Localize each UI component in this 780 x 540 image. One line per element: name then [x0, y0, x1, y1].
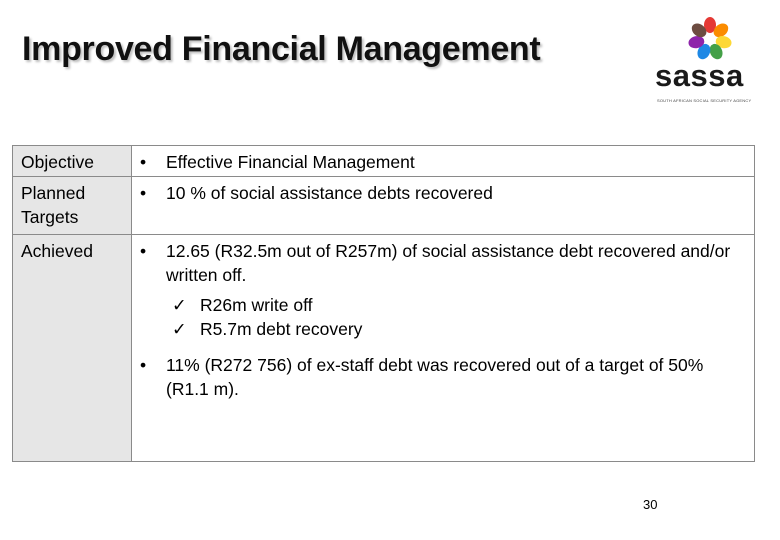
objectives-table	[12, 145, 755, 462]
bullet-item	[140, 239, 746, 287]
row-label-objective: Objective	[13, 146, 132, 177]
check-item	[172, 317, 746, 341]
bullet-item	[140, 181, 746, 205]
checkmark-icon: ✓	[172, 295, 187, 315]
row-content-planned-targets	[132, 177, 755, 235]
page-number: 30	[643, 497, 658, 512]
bullet-item	[140, 150, 746, 174]
row-label-planned-targets: Planned Targets	[13, 177, 132, 235]
logo-tagline: SOUTH AFRICAN SOCIAL SECURITY AGENCY	[657, 98, 752, 103]
row-label-achieved: Achieved	[13, 235, 132, 462]
bullet-icon: •	[140, 241, 147, 261]
bullet-icon: •	[140, 355, 147, 375]
bullet-text: 12.65 (R32.5m out of R257m) of social assistance debt recovered and/or written off.	[166, 241, 731, 285]
logo-wordmark: sassa	[655, 58, 744, 93]
bullet-item	[140, 353, 746, 401]
check-text: R5.7m debt recovery	[200, 319, 363, 339]
sassa-logo	[655, 14, 767, 106]
bullet-icon: •	[140, 183, 147, 203]
table-row	[13, 177, 755, 235]
bullet-text: 11% (R272 756) of ex-staff debt was recovered out of a target of 50% (R1.1 m).	[166, 355, 704, 399]
check-text: R26m write off	[200, 295, 313, 315]
row-content-objective	[132, 146, 755, 177]
bullet-text: Effective Financial Management	[166, 152, 415, 172]
row-content-achieved	[132, 235, 755, 462]
checkmark-icon: ✓	[172, 319, 187, 339]
table-row	[13, 235, 755, 462]
bullet-icon: •	[140, 152, 147, 172]
bullet-text: 10 % of social assistance debts recovered	[166, 183, 493, 203]
emblem-center	[704, 33, 716, 45]
check-item	[172, 293, 746, 317]
hands-emblem-icon	[680, 14, 740, 62]
page-title: Improved Financial Management	[22, 30, 541, 68]
table-row	[13, 146, 755, 177]
